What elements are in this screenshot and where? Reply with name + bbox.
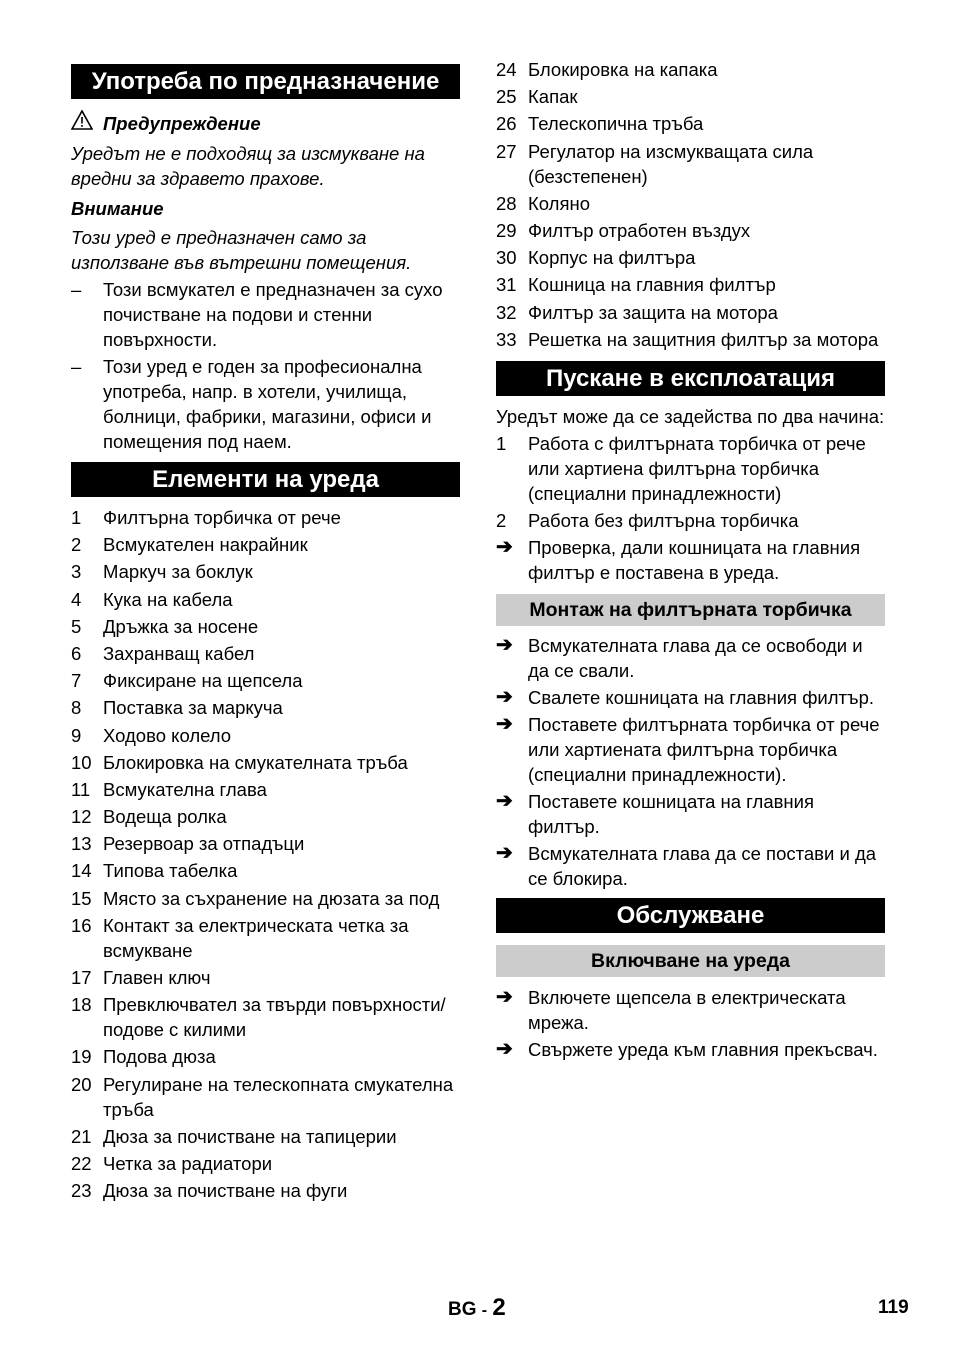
item-text: Включете щепсела в електрическата мрежа.: [528, 986, 846, 1033]
item-text: Захранващ кабел: [103, 642, 255, 664]
dash-bullet: –: [71, 356, 82, 377]
item-text: Контакт за електрическата четка за всмукване: [103, 914, 409, 961]
startup-intro: Уредът може да се задейства по два начина:: [496, 405, 885, 427]
item-number: 25: [496, 86, 517, 108]
item-number: 1: [71, 507, 82, 528]
elements-list-left: [71, 505, 460, 1203]
item-text: Филтър за защита на мотора: [528, 301, 778, 323]
element-list-item: [71, 1124, 460, 1149]
arrow-right-icon: ➔: [496, 712, 513, 735]
item-text: Резервоар за отпадъци: [103, 833, 305, 855]
element-list-item: [71, 886, 460, 911]
arrow-right-icon: ➔: [496, 985, 513, 1008]
element-list-item: [71, 913, 460, 963]
item-text: Място за съхранение на дюзата за под: [103, 887, 440, 909]
item-text: Дюза за почистване на тапицерии: [103, 1125, 397, 1147]
item-text: Типова табелка: [103, 860, 238, 882]
element-list-item: [71, 777, 460, 802]
item-text: Подова дюза: [103, 1046, 216, 1068]
item-number: 18: [71, 994, 92, 1016]
item-text: Работа с филтърната торбичка от рече или хартиена филтърна торбичка (специални принадлежности): [528, 432, 866, 504]
elements-heading: Елементи на уреда: [71, 462, 460, 497]
arrow-right-icon: ➔: [496, 1037, 513, 1060]
element-list-item: [496, 111, 885, 136]
element-list-item: [496, 191, 885, 216]
item-text: Всмукателната глава да се освободи и да се свали.: [528, 634, 863, 681]
element-list-item: [71, 992, 460, 1042]
switch-on-heading: Включване на уреда: [496, 945, 885, 977]
element-list-item: [71, 532, 460, 557]
attention-label: Внимание: [71, 198, 164, 219]
item-text: Всмукателна глава: [103, 778, 267, 800]
element-list-item: [71, 559, 460, 584]
item-number: 8: [71, 697, 82, 719]
item-number: 2: [496, 509, 507, 531]
bag-install-step: [496, 789, 885, 839]
bag-install-heading: Монтаж на филтърната торбичка: [496, 594, 885, 626]
element-list-item: [71, 965, 460, 990]
item-text: Поставка за маркуча: [103, 697, 283, 719]
item-number: 10: [71, 751, 92, 773]
startup-mode-item: [496, 508, 885, 533]
item-number: 14: [71, 860, 92, 882]
element-list-item: [496, 327, 885, 352]
warning-line: [71, 110, 460, 136]
item-number: 3: [71, 561, 82, 583]
elements-list-right: [496, 57, 885, 352]
element-list-item: [496, 84, 885, 109]
bag-install-step: [496, 841, 885, 891]
item-text: Блокировка на смукателната тръба: [103, 751, 408, 773]
item-number: 2: [71, 534, 82, 556]
switch-on-step: [496, 985, 885, 1035]
element-list-item: [71, 505, 460, 530]
arrow-right-icon: ➔: [496, 535, 513, 558]
item-text: Четка за радиатори: [103, 1152, 273, 1174]
item-text: Свалете кошницата на главния филтър.: [528, 686, 875, 708]
operation-heading: Обслужване: [496, 898, 885, 933]
item-text: Решетка на защитния филтър за мотора: [528, 328, 879, 350]
item-text: Капак: [528, 86, 578, 108]
item-text: Свържете уреда към главния прекъсвач.: [528, 1038, 878, 1060]
item-number: 28: [496, 192, 517, 214]
usage-dash-list: [71, 277, 460, 454]
element-list-item: [71, 858, 460, 883]
item-text: Този уред е годен за професионална употреба, напр. в хотели, училища, болници, фабрики, магазини, офиси и помещения под наем.: [103, 356, 432, 452]
item-text: Всмукателен накрайник: [103, 534, 308, 556]
element-list-item: [71, 641, 460, 666]
item-number: 7: [71, 670, 82, 692]
element-list-item: [496, 139, 885, 189]
element-list-item: [71, 668, 460, 693]
element-list-item: [71, 614, 460, 639]
switch-on-steps: [496, 985, 885, 1062]
item-text: Филтър отработен въздух: [528, 219, 751, 241]
warning-text: Уредът не е подходящ за изсмукване на вредни за здравето прахове.: [71, 143, 425, 189]
item-number: 27: [496, 140, 517, 162]
item-number: 30: [496, 247, 517, 269]
item-text: Кошница на главния филтър: [528, 274, 776, 296]
item-number: 29: [496, 219, 517, 241]
item-number: 21: [71, 1125, 92, 1147]
element-list-item: [71, 831, 460, 856]
item-number: 17: [71, 967, 92, 988]
item-number: 22: [71, 1152, 92, 1174]
item-text: Маркуч за боклук: [103, 561, 253, 583]
element-list-item: [496, 57, 885, 82]
switch-on-step: [496, 1037, 885, 1062]
item-number: 19: [71, 1046, 92, 1068]
element-list-item: [496, 300, 885, 325]
item-number: 31: [496, 274, 517, 296]
item-number: 4: [71, 588, 82, 610]
warning-label: Предупреждение: [103, 112, 261, 134]
item-number: 33: [496, 328, 517, 350]
arrow-right-icon: ➔: [496, 841, 513, 864]
item-text: Корпус на филтъра: [528, 247, 696, 269]
element-list-item: [71, 587, 460, 612]
bag-install-step: [496, 712, 885, 787]
warning-triangle-icon: [71, 110, 103, 136]
item-number: 15: [71, 887, 92, 909]
item-text: Регулатор на изсмукващата сила (безстепенен): [528, 140, 814, 187]
usage-heading: Употреба по предназначение: [71, 64, 460, 99]
item-text: Този всмукател е предназначен за сухо почистване на подови и стенни повърхности.: [103, 279, 443, 350]
usage-dash-item: [71, 354, 460, 454]
item-text: Блокировка на капака: [528, 59, 718, 80]
arrow-right-icon: ➔: [496, 789, 513, 812]
language-code: BG: [448, 1299, 477, 1320]
arrow-right-icon: ➔: [496, 685, 513, 708]
item-text: Кука на кабела: [103, 588, 233, 610]
item-number: 11: [71, 778, 91, 800]
element-list-item: [71, 1151, 460, 1176]
element-list-item: [71, 723, 460, 748]
element-list-item: [71, 750, 460, 775]
page-number: 119: [878, 1297, 909, 1318]
item-text: Регулиране на телескопната смукателна тръба: [103, 1073, 454, 1120]
item-number: 6: [71, 642, 82, 664]
item-text: Работа без филтърна торбичка: [528, 509, 799, 531]
item-text: Поставете филтърната торбичка от рече или хартиената филтърна торбичка (специални принадлежности).: [528, 713, 880, 785]
item-text: Фиксиране на щепсела: [103, 670, 303, 692]
section-page: 2: [492, 1294, 506, 1321]
item-number: 23: [71, 1180, 92, 1202]
item-text: Всмукателната глава да се постави и да се блокира.: [528, 842, 877, 889]
item-text: Коляно: [528, 192, 590, 214]
startup-mode-item: [496, 431, 885, 506]
left-column: [71, 0, 460, 1203]
startup-list: [496, 431, 885, 533]
element-list-item: [71, 1072, 460, 1122]
item-text: Превключвател за твърди повърхности/подове с килими: [103, 994, 446, 1041]
item-number: 32: [496, 301, 517, 323]
dash-bullet: –: [71, 279, 82, 300]
startup-check-step: [496, 535, 885, 585]
item-number: 26: [496, 113, 517, 135]
item-text: Дръжка за носене: [103, 615, 259, 637]
usage-dash-item: [71, 277, 460, 352]
item-text: Дюза за почистване на фуги: [103, 1180, 348, 1202]
item-text: Главен ключ: [103, 967, 211, 988]
item-number: 1: [496, 432, 507, 454]
element-list-item: [496, 272, 885, 297]
item-number: 13: [71, 833, 92, 855]
element-list-item: [71, 1178, 460, 1203]
item-text: Водеща ролка: [103, 806, 227, 828]
item-number: 5: [71, 615, 82, 637]
item-number: 16: [71, 914, 92, 936]
bag-install-steps: [496, 633, 885, 891]
element-list-item: [496, 218, 885, 243]
arrow-right-icon: ➔: [496, 633, 513, 656]
attention-text: Този уред е предназначен само за използване във вътрешни помещения.: [71, 227, 412, 273]
code-separator: -: [481, 1302, 488, 1319]
item-number: 12: [71, 806, 92, 828]
footer-section-code: [448, 1294, 506, 1322]
item-number: 20: [71, 1073, 92, 1095]
element-list-item: [71, 804, 460, 829]
item-text: Поставете кошницата на главния филтър.: [528, 790, 815, 837]
bag-install-step: [496, 633, 885, 683]
item-text: Ходово колело: [103, 724, 232, 746]
element-list-item: [71, 1044, 460, 1069]
item-text: Филтърна торбичка от рече: [103, 507, 341, 528]
startup-heading: Пускане в експлоатация: [496, 361, 885, 396]
item-number: 9: [71, 724, 82, 746]
right-column: [496, 0, 885, 1062]
item-text: Телескопична тръба: [528, 113, 704, 135]
bag-install-step: [496, 685, 885, 710]
startup-check-text: Проверка, дали кошницата на главния филтър е поставена в уреда.: [528, 536, 861, 583]
element-list-item: [71, 695, 460, 720]
element-list-item: [496, 245, 885, 270]
item-number: 24: [496, 59, 517, 80]
